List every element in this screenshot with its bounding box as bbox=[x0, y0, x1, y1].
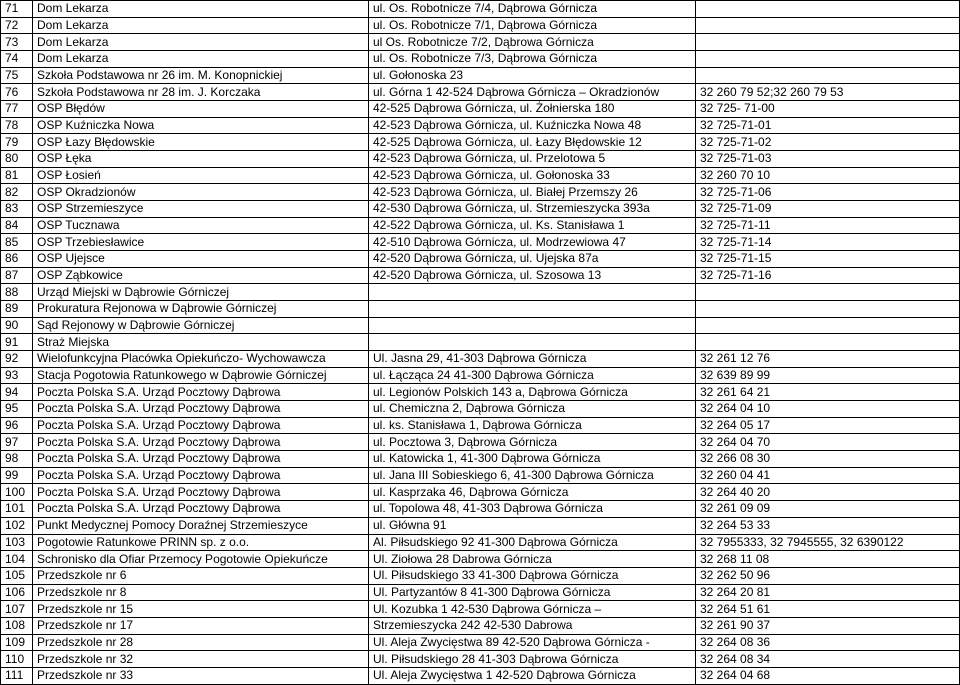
phone-cell bbox=[696, 301, 960, 318]
table-row bbox=[1, 617, 960, 634]
phone-cell bbox=[696, 17, 960, 34]
row-number-cell: 89 bbox=[1, 301, 33, 318]
table-row bbox=[1, 201, 960, 218]
institution-name-cell: Dom Lekarza bbox=[33, 34, 369, 51]
table-row bbox=[1, 384, 960, 401]
table-row bbox=[1, 34, 960, 51]
phone-cell: 32 639 89 99 bbox=[696, 367, 960, 384]
address-cell: Ul. Ziołowa 28 Dabrowa Górnicza bbox=[369, 551, 696, 568]
institution-name-cell: Pogotowie Ratunkowe PRINN sp. z o.o. bbox=[33, 534, 369, 551]
institution-name-cell: OSP Ujejsce bbox=[33, 251, 369, 268]
institution-name-cell: OSP Łosień bbox=[33, 167, 369, 184]
table-row bbox=[1, 667, 960, 684]
phone-cell: 32 725-71-14 bbox=[696, 234, 960, 251]
row-number-cell: 73 bbox=[1, 34, 33, 51]
institution-name-cell: OSP Tucznawa bbox=[33, 217, 369, 234]
row-number-cell: 76 bbox=[1, 84, 33, 101]
phone-cell: 32 261 90 37 bbox=[696, 617, 960, 634]
institution-name-cell: OSP Łęka bbox=[33, 151, 369, 168]
phone-cell: 32 260 79 52;32 260 79 53 bbox=[696, 84, 960, 101]
table-row bbox=[1, 534, 960, 551]
address-cell: ul. ks. Stanisława 1, Dąbrowa Górnicza bbox=[369, 417, 696, 434]
phone-cell: 32 264 40 20 bbox=[696, 484, 960, 501]
row-number-cell: 92 bbox=[1, 351, 33, 368]
phone-cell: 32 264 53 33 bbox=[696, 517, 960, 534]
table-row bbox=[1, 51, 960, 68]
table-row bbox=[1, 101, 960, 118]
table-row bbox=[1, 84, 960, 101]
row-number-cell: 71 bbox=[1, 1, 33, 18]
phone-cell: 32 725-71-16 bbox=[696, 267, 960, 284]
table-row bbox=[1, 284, 960, 301]
row-number-cell: 100 bbox=[1, 484, 33, 501]
row-number-cell: 102 bbox=[1, 517, 33, 534]
row-number-cell: 108 bbox=[1, 617, 33, 634]
address-cell: 42-523 Dąbrowa Górnicza, ul. Przelotowa 5 bbox=[369, 151, 696, 168]
phone-cell: 32 725- 71-00 bbox=[696, 101, 960, 118]
address-cell: ul. Główna 91 bbox=[369, 517, 696, 534]
address-cell: ul Os. Robotnicze 7/2, Dąbrowa Górnicza bbox=[369, 34, 696, 51]
row-number-cell: 83 bbox=[1, 201, 33, 218]
institution-name-cell: OSP Błędów bbox=[33, 101, 369, 118]
address-cell: Al. Piłsudskiego 92 41-300 Dąbrowa Górnicza bbox=[369, 534, 696, 551]
address-cell: 42-525 Dąbrowa Górnicza, ul. Łazy Błędowskie 12 bbox=[369, 134, 696, 151]
table-row bbox=[1, 301, 960, 318]
phone-cell bbox=[696, 67, 960, 84]
row-number-cell: 104 bbox=[1, 551, 33, 568]
phone-cell: 32 262 50 96 bbox=[696, 567, 960, 584]
phone-cell bbox=[696, 1, 960, 18]
institution-name-cell: Poczta Polska S.A. Urząd Pocztowy Dąbrowa bbox=[33, 434, 369, 451]
table-row bbox=[1, 484, 960, 501]
table-row bbox=[1, 634, 960, 651]
address-cell: ul. Łącząca 24 41-300 Dąbrowa Górnicza bbox=[369, 367, 696, 384]
phone-cell: 32 725-71-06 bbox=[696, 184, 960, 201]
table-row bbox=[1, 334, 960, 351]
phone-cell: 32 725-71-09 bbox=[696, 201, 960, 218]
address-cell: Strzemieszycka 242 42-530 Dabrowa bbox=[369, 617, 696, 634]
table-row bbox=[1, 467, 960, 484]
institution-name-cell: Poczta Polska S.A. Urząd Pocztowy Dąbrowa bbox=[33, 417, 369, 434]
institution-name-cell: Przedszkole nr 8 bbox=[33, 584, 369, 601]
phone-cell: 32 7955333, 32 7945555, 32 6390122 bbox=[696, 534, 960, 551]
institution-name-cell: Dom Lekarza bbox=[33, 1, 369, 18]
table-row bbox=[1, 217, 960, 234]
table-row bbox=[1, 651, 960, 668]
row-number-cell: 101 bbox=[1, 501, 33, 518]
address-cell: ul. Os. Robotnicze 7/3, Dąbrowa Górnicza bbox=[369, 51, 696, 68]
table-row bbox=[1, 567, 960, 584]
table-row bbox=[1, 317, 960, 334]
row-number-cell: 74 bbox=[1, 51, 33, 68]
row-number-cell: 79 bbox=[1, 134, 33, 151]
table-row bbox=[1, 17, 960, 34]
institution-name-cell: Przedszkole nr 6 bbox=[33, 567, 369, 584]
row-number-cell: 77 bbox=[1, 101, 33, 118]
table-row bbox=[1, 517, 960, 534]
row-number-cell: 81 bbox=[1, 167, 33, 184]
address-cell: 42-520 Dąbrowa Górnicza, ul. Szosowa 13 bbox=[369, 267, 696, 284]
address-cell: ul. Os. Robotnicze 7/4, Dąbrowa Górnicza bbox=[369, 1, 696, 18]
row-number-cell: 95 bbox=[1, 401, 33, 418]
phone-cell: 32 725-71-01 bbox=[696, 117, 960, 134]
table-row bbox=[1, 351, 960, 368]
table-row bbox=[1, 117, 960, 134]
institution-name-cell: OSP Ząbkowice bbox=[33, 267, 369, 284]
table-row bbox=[1, 551, 960, 568]
phone-cell bbox=[696, 34, 960, 51]
phone-cell: 32 268 11 08 bbox=[696, 551, 960, 568]
address-cell: ul. Jana III Sobieskiego 6, 41-300 Dąbrowa Górnicza bbox=[369, 467, 696, 484]
address-cell bbox=[369, 284, 696, 301]
phone-cell bbox=[696, 284, 960, 301]
row-number-cell: 86 bbox=[1, 251, 33, 268]
address-cell: 42-523 Dąbrowa Górnicza, ul. Gołonoska 33 bbox=[369, 167, 696, 184]
row-number-cell: 94 bbox=[1, 384, 33, 401]
row-number-cell: 96 bbox=[1, 417, 33, 434]
address-cell: 42-522 Dąbrowa Górnicza, ul. Ks. Stanisława 1 bbox=[369, 217, 696, 234]
table-row bbox=[1, 251, 960, 268]
row-number-cell: 88 bbox=[1, 284, 33, 301]
table-row bbox=[1, 67, 960, 84]
row-number-cell: 105 bbox=[1, 567, 33, 584]
institution-name-cell: OSP Okradzionów bbox=[33, 184, 369, 201]
table-row bbox=[1, 401, 960, 418]
phone-cell bbox=[696, 317, 960, 334]
address-cell: ul. Topolowa 48, 41-303 Dąbrowa Górnicza bbox=[369, 501, 696, 518]
institution-name-cell: Prokuratura Rejonowa w Dąbrowie Górniczej bbox=[33, 301, 369, 318]
institution-name-cell: Dom Lekarza bbox=[33, 51, 369, 68]
row-number-cell: 87 bbox=[1, 267, 33, 284]
table-row bbox=[1, 1, 960, 18]
phone-cell: 32 261 09 09 bbox=[696, 501, 960, 518]
institution-name-cell: Poczta Polska S.A. Urząd Pocztowy Dąbrowa bbox=[33, 451, 369, 468]
phone-cell: 32 261 12 76 bbox=[696, 351, 960, 368]
institution-name-cell: Straż Miejska bbox=[33, 334, 369, 351]
institution-name-cell: Przedszkole nr 17 bbox=[33, 617, 369, 634]
address-cell: 42-525 Dąbrowa Górnicza, ul. Żołnierska 180 bbox=[369, 101, 696, 118]
institution-name-cell: Szkoła Podstawowa nr 28 im. J. Korczaka bbox=[33, 84, 369, 101]
address-cell: ul. Chemiczna 2, Dąbrowa Górnicza bbox=[369, 401, 696, 418]
table-row bbox=[1, 434, 960, 451]
table-row bbox=[1, 167, 960, 184]
address-cell bbox=[369, 317, 696, 334]
row-number-cell: 82 bbox=[1, 184, 33, 201]
institution-name-cell: Przedszkole nr 32 bbox=[33, 651, 369, 668]
table-row bbox=[1, 451, 960, 468]
address-cell: ul. Pocztowa 3, Dąbrowa Górnicza bbox=[369, 434, 696, 451]
row-number-cell: 75 bbox=[1, 67, 33, 84]
row-number-cell: 103 bbox=[1, 534, 33, 551]
address-cell: 42-520 Dąbrowa Górnicza, ul. Ujejska 87a bbox=[369, 251, 696, 268]
table-row bbox=[1, 584, 960, 601]
address-cell: ul. Os. Robotnicze 7/1, Dąbrowa Górnicza bbox=[369, 17, 696, 34]
address-cell: Ul. Piłsudskiego 28 41-303 Dąbrowa Górnicza bbox=[369, 651, 696, 668]
row-number-cell: 84 bbox=[1, 217, 33, 234]
address-cell: 42-523 Dąbrowa Górnicza, ul. Kuźniczka Nowa 48 bbox=[369, 117, 696, 134]
address-cell: 42-523 Dąbrowa Górnicza, ul. Białej Przemszy 26 bbox=[369, 184, 696, 201]
row-number-cell: 78 bbox=[1, 117, 33, 134]
address-cell: ul. Legionów Polskich 143 a, Dąbrowa Górnicza bbox=[369, 384, 696, 401]
institution-name-cell: Przedszkole nr 28 bbox=[33, 634, 369, 651]
institution-name-cell: Punkt Medycznej Pomocy Doraźnej Strzemieszyce bbox=[33, 517, 369, 534]
address-cell: Ul. Kozubka 1 42-530 Dąbrowa Górnicza – bbox=[369, 601, 696, 618]
phone-cell: 32 261 64 21 bbox=[696, 384, 960, 401]
address-cell: Ul. Partyzantów 8 41-300 Dąbrowa Górnicza bbox=[369, 584, 696, 601]
institution-name-cell: OSP Trzebiesławice bbox=[33, 234, 369, 251]
table-row bbox=[1, 184, 960, 201]
table-row bbox=[1, 267, 960, 284]
institution-name-cell: Poczta Polska S.A. Urząd Pocztowy Dąbrowa bbox=[33, 501, 369, 518]
address-cell: Ul. Aleja Zwycięstwa 89 42-520 Dąbrowa Górnicza - bbox=[369, 634, 696, 651]
phone-cell bbox=[696, 51, 960, 68]
address-cell: ul. Górna 1 42-524 Dąbrowa Górnicza – Okradzionów bbox=[369, 84, 696, 101]
phone-cell: 32 260 04 41 bbox=[696, 467, 960, 484]
table-row bbox=[1, 151, 960, 168]
phone-cell: 32 264 51 61 bbox=[696, 601, 960, 618]
institution-name-cell: Stacja Pogotowia Ratunkowego w Dąbrowie Górniczej bbox=[33, 367, 369, 384]
institution-name-cell: Sąd Rejonowy w Dąbrowie Górniczej bbox=[33, 317, 369, 334]
address-cell: 42-530 Dąbrowa Górnicza, ul. Strzemieszycka 393a bbox=[369, 201, 696, 218]
institution-name-cell: OSP Łazy Błędowskie bbox=[33, 134, 369, 151]
phone-cell bbox=[696, 334, 960, 351]
institution-name-cell: Poczta Polska S.A. Urząd Pocztowy Dąbrowa bbox=[33, 467, 369, 484]
institution-name-cell: Przedszkole nr 33 bbox=[33, 667, 369, 684]
row-number-cell: 111 bbox=[1, 667, 33, 684]
institution-name-cell: Poczta Polska S.A. Urząd Pocztowy Dąbrowa bbox=[33, 384, 369, 401]
phone-cell: 32 260 70 10 bbox=[696, 167, 960, 184]
institution-name-cell: Poczta Polska S.A. Urząd Pocztowy Dąbrowa bbox=[33, 484, 369, 501]
institution-name-cell: Szkoła Podstawowa nr 26 im. M. Konopnickiej bbox=[33, 67, 369, 84]
address-cell: Ul. Piłsudskiego 33 41-300 Dąbrowa Górnicza bbox=[369, 567, 696, 584]
table-row bbox=[1, 417, 960, 434]
row-number-cell: 107 bbox=[1, 601, 33, 618]
row-number-cell: 80 bbox=[1, 151, 33, 168]
address-cell: ul. Kasprzaka 46, Dąbrowa Górnicza bbox=[369, 484, 696, 501]
phone-cell: 32 725-71-15 bbox=[696, 251, 960, 268]
address-cell: ul. Gołonoska 23 bbox=[369, 67, 696, 84]
row-number-cell: 109 bbox=[1, 634, 33, 651]
table-row bbox=[1, 134, 960, 151]
phone-cell: 32 264 05 17 bbox=[696, 417, 960, 434]
table-row bbox=[1, 367, 960, 384]
institution-name-cell: OSP Strzemieszyce bbox=[33, 201, 369, 218]
row-number-cell: 72 bbox=[1, 17, 33, 34]
table-body bbox=[1, 1, 960, 685]
phone-cell: 32 264 04 68 bbox=[696, 667, 960, 684]
table-row bbox=[1, 234, 960, 251]
table-row bbox=[1, 501, 960, 518]
row-number-cell: 91 bbox=[1, 334, 33, 351]
address-cell: ul. Katowicka 1, 41-300 Dąbrowa Górnicza bbox=[369, 451, 696, 468]
phone-cell: 32 264 08 34 bbox=[696, 651, 960, 668]
row-number-cell: 99 bbox=[1, 467, 33, 484]
row-number-cell: 106 bbox=[1, 584, 33, 601]
phone-cell: 32 266 08 30 bbox=[696, 451, 960, 468]
row-number-cell: 93 bbox=[1, 367, 33, 384]
row-number-cell: 97 bbox=[1, 434, 33, 451]
institution-name-cell: Schronisko dla Ofiar Przemocy Pogotowie Opiekuńcze bbox=[33, 551, 369, 568]
institution-name-cell: Wielofunkcyjna Placówka Opiekuńczo- Wychowawcza bbox=[33, 351, 369, 368]
address-cell: Ul. Aleja Zwycięstwa 1 42-520 Dąbrowa Górnicza bbox=[369, 667, 696, 684]
phone-cell: 32 725-71-11 bbox=[696, 217, 960, 234]
address-cell bbox=[369, 334, 696, 351]
address-cell bbox=[369, 301, 696, 318]
phone-cell: 32 264 08 36 bbox=[696, 634, 960, 651]
phone-cell: 32 264 04 10 bbox=[696, 401, 960, 418]
phone-cell: 32 264 04 70 bbox=[696, 434, 960, 451]
row-number-cell: 90 bbox=[1, 317, 33, 334]
institution-name-cell: OSP Kuźniczka Nowa bbox=[33, 117, 369, 134]
institution-name-cell: Poczta Polska S.A. Urząd Pocztowy Dąbrowa bbox=[33, 401, 369, 418]
phone-cell: 32 264 20 81 bbox=[696, 584, 960, 601]
row-number-cell: 110 bbox=[1, 651, 33, 668]
institution-name-cell: Przedszkole nr 15 bbox=[33, 601, 369, 618]
row-number-cell: 85 bbox=[1, 234, 33, 251]
row-number-cell: 98 bbox=[1, 451, 33, 468]
address-cell: Ul. Jasna 29, 41-303 Dąbrowa Górnicza bbox=[369, 351, 696, 368]
table-row bbox=[1, 601, 960, 618]
phone-cell: 32 725-71-03 bbox=[696, 151, 960, 168]
address-cell: 42-510 Dąbrowa Górnicza, ul. Modrzewiowa 47 bbox=[369, 234, 696, 251]
institution-name-cell: Dom Lekarza bbox=[33, 17, 369, 34]
institution-name-cell: Urząd Miejski w Dąbrowie Górniczej bbox=[33, 284, 369, 301]
phone-cell: 32 725-71-02 bbox=[696, 134, 960, 151]
